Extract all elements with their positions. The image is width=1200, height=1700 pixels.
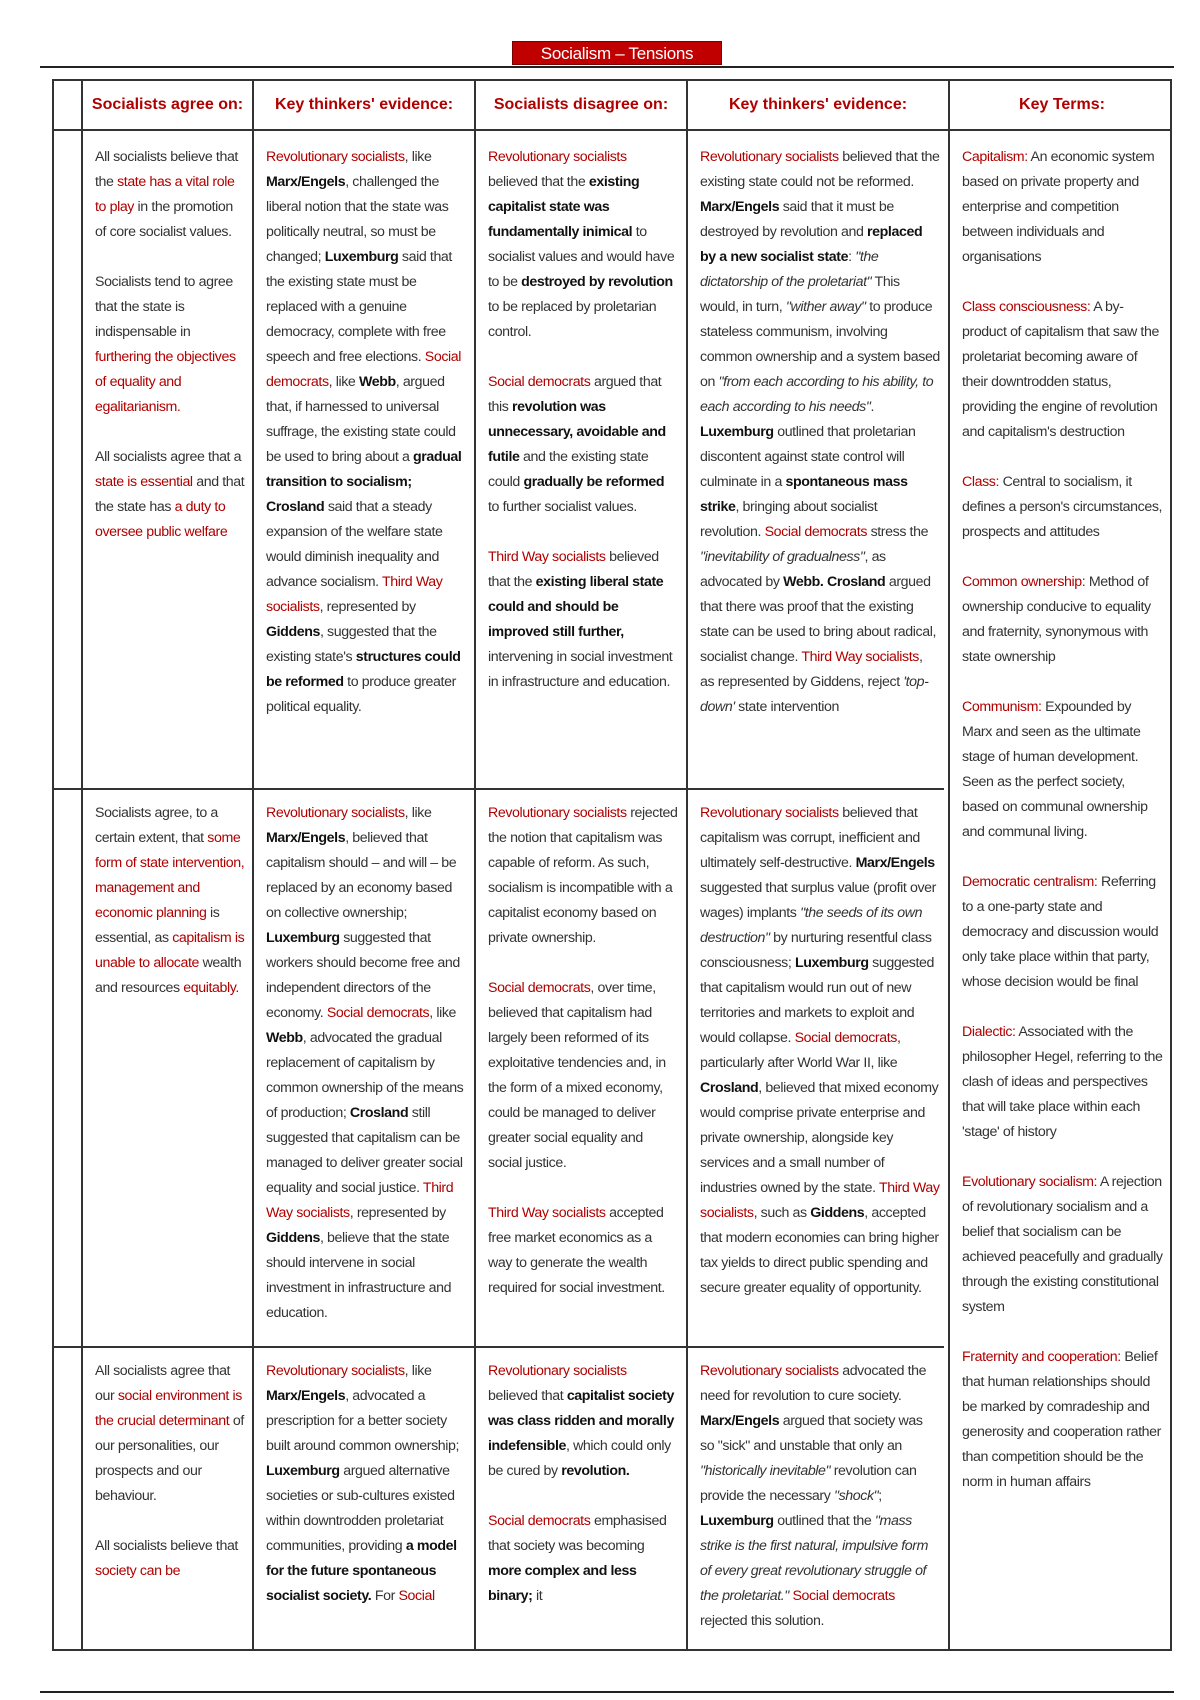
row3-disagree: Revolutionary socialists believed that capitalist society was class ridden and morally indefensible, which could only be cured by revolution. Social democrats emphasised that society was becoming more complex and less binary; it [488,1363,674,1604]
column-divider [474,81,476,1649]
column-divider [948,81,950,1649]
key-term: Dialectic: Associated with the philosopher Hegel, referring to the clash of ideas and perspectives that will take place within each 'stage' of history [962,1024,1163,1140]
header-key-terms: Key Terms: [1019,96,1105,113]
row-divider [54,129,1170,131]
key-term: Evolutionary socialism: A rejection of revolutionary socialism and a belief that socialism can be achieved peacefully and gradually through the existing constitutional system [962,1174,1163,1315]
header-agree: Socialists agree on: [91,96,244,113]
row1-evidence: Revolutionary socialists, like Marx/Engels, challenged the liberal notion that the state was politically neutral, so must be changed; Luxemburg said that the existing state must be replaced with a genuine democracy, complete with free speech and free elections. Social democrats, like Webb, argued that, if harnessed to universal suffrage, the existing state could be used to bring about a gradual transition to socialism; Crosland said that a steady expansion of the welfare state would diminish inequality and advance socialism. Third Way socialists, represented by Giddens, suggested that the existing state's structures could be reformed to produce greater political equality. [266,149,462,715]
key-term: Class: Central to socialism, it defines a person's circumstances, prospects and attitudes [962,474,1163,540]
header-evidence-1: Key thinkers' evidence: [274,96,454,113]
row2-evidence-2: Revolutionary socialists believed that capitalism was corrupt, inefficient and ultimately self-destructive. Marx/Engels suggested that surplus value (profit over wages) implants "the seeds of its own destruction" by nurturing resentful class consciousness; Luxemburg suggested that capitalism would run out of new territories and markets to exploit and would collapse. Social democrats, particularly after World War II, like Crosland, believed that mixed economy would comprise private enterprise and private ownership, alongside key services and a small number of industries owned by the state. Third Way socialists, such as Giddens, accepted that modern economies can bring higher tax yields to direct public spending and secure greater equality of opportunity. [700,805,940,1296]
column-divider [81,81,83,1649]
key-term: Class consciousness: A by-product of capitalism that saw the proletariat becoming aware of their downtrodden status, providing the engine of revolution and capitalism's destruction [962,299,1159,440]
row3-evidence: Revolutionary socialists, like Marx/Engels, advocated a prescription for a better society built around common ownership; Luxemburg argued alternative societies or sub-cultures existed within downtrodden proletariat communities, providing a model for the future spontaneous socialist society. For Social [266,1363,460,1604]
row-divider [54,788,944,790]
key-term: Capitalism: An economic system based on private property and enterprise and competition between individuals and organisations [962,149,1155,265]
row2-evidence: Revolutionary socialists, like Marx/Engels, believed that capitalism should – and will – be replaced by an economy based on collective ownership; Luxemburg suggested that workers should become free and independent directors of the economy. Social democrats, like Webb, advocated the gradual replacement of capitalism by common ownership of the means of production; Crosland still suggested that capitalism can be managed to deliver greater social equality and social justice. Third Way socialists, represented by Giddens, believe that the state should intervene in social investment in infrastructure and education. [266,805,464,1321]
tensions-table [52,79,1172,1651]
key-term: Communism: Expounded by Marx and seen as the ultimate stage of human development. Seen as the perfect society, based on communal ownership and communal living. [962,699,1148,840]
top-rule [40,66,1174,68]
key-term: Common ownership: Method of ownership conducive to equality and fraternity, synonymous with state ownership [962,574,1151,665]
key-terms-list [962,145,1164,1525]
key-term: Fraternity and cooperation: Belief that human relationships should be marked by comradeship and generosity and cooperation rather than competition should be the norm in human affairs [962,1349,1161,1490]
bottom-rule [40,1691,1174,1693]
row2-disagree: Revolutionary socialists rejected the notion that capitalism was capable of reform. As such, socialism is incompatible with a capitalist economy based on private ownership. Social democrats, over time, believed that capitalism had largely been reformed of its exploitative tendencies and, in the form of a mixed economy, could be managed to deliver greater social equality and social justice. Third Way socialists accepted free market economics as a way to generate the wealth required for social investment. [488,805,678,1296]
row1-evidence-2: Revolutionary socialists believed that the existing state could not be reformed. Marx/Engels said that it must be destroyed by revolution and replaced by a new socialist state: "the dictatorship of the proletariat" This would, in turn, "wither away" to produce stateless communism, involving common ownership and a system based on "from each according to his ability, to each according to his needs". Luxemburg outlined that proletarian discontent against state control will culminate in a spontaneous mass strike, bringing about socialist revolution. Social democrats stress the "inevitability of gradualness", as advocated by Webb. Crosland argued that there was proof that the existing state can be used to bring about radical, socialist change. Third Way socialists, as represented by Giddens, reject 'top-down' state intervention [700,149,940,715]
row3-evidence-2: Revolutionary socialists advocated the need for revolution to cure society. Marx/Engels argued that society was so "sick" and unstable that only an "historically inevitable" revolution can provide the necessary "shock"; Luxemburg outlined that the "mass strike is the first natural, impulsive form of every great revolutionary struggle of the proletariat." Social democrats rejected this solution. [700,1363,928,1629]
column-divider [686,81,688,1649]
row2-agree: Socialists agree, to a certain extent, that some form of state intervention, management and economic planning is essential, as capitalism is unable to allocate wealth and resources equitably. [95,805,245,996]
column-divider [252,81,254,1649]
header-disagree: Socialists disagree on: [493,96,669,113]
header-evidence-2: Key thinkers' evidence: [728,96,908,113]
page-title: Socialism – Tensions between strands [512,41,722,65]
row1-agree: All socialists believe that the state has a vital role to play in the promotion of core socialist values. Socialists tend to agree that the state is indispensable in furthering the objectives of equality and egalitarianism. All socialists agree that a state is essential and that the state has a duty to oversee public welfare [95,149,245,540]
key-term: Democratic centralism: Referring to a one-party state and democracy and discussion would only take place within that party, whose decision would be final [962,874,1159,990]
row1-disagree: Revolutionary socialists believed that the existing capitalist state was fundamentally inimical to socialist values and would have to be destroyed by revolution to be replaced by proletarian control. Social democrats argued that this revolution was unnecessary, avoidable and futile and the existing state could gradually be reformed to further socialist values. Third Way socialists believed that the existing liberal state could and should be improved still further, intervening in social investment in infrastructure and education. [488,149,675,690]
row-divider [54,1346,944,1348]
row3-agree: All socialists agree that our social environment is the crucial determinant of our personalities, our prospects and our behaviour. All socialists believe that society can be [95,1363,244,1579]
